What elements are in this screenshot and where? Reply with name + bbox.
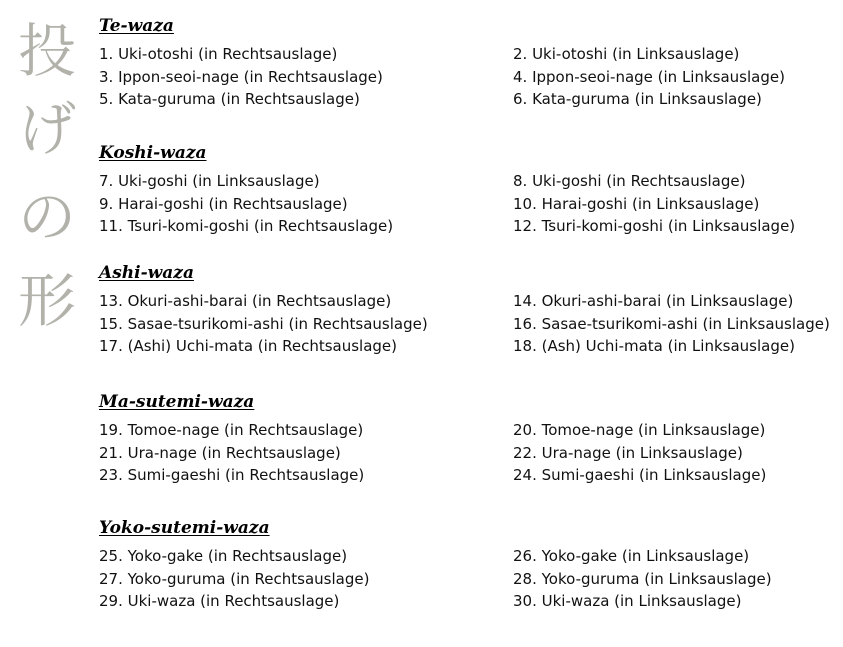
technique-item: 6. Kata-guruma (in Linksauslage): [513, 90, 762, 108]
technique-item: 1. Uki-otoshi (in Rechtsauslage): [99, 45, 338, 63]
technique-item: 26. Yoko-gake (in Linksauslage): [513, 547, 750, 565]
technique-list: [99, 419, 839, 487]
technique-list: [99, 545, 839, 613]
technique-item: 25. Yoko-gake (in Rechtsauslage): [99, 547, 348, 565]
section-koshi-waza: [99, 143, 839, 238]
technique-item: 24. Sumi-gaeshi (in Linksauslage): [513, 466, 767, 484]
technique-item: 15. Sasae-tsurikomi-ashi (in Rechtsauslage): [99, 314, 428, 333]
section-title: Yoko-sutemi-waza: [99, 518, 270, 538]
technique-item: 5. Kata-guruma (in Rechtsauslage): [99, 90, 360, 108]
section-title: Ma-sutemi-waza: [99, 392, 255, 412]
technique-item: 14. Okuri-ashi-barai (in Linksauslage): [513, 292, 794, 310]
section-title: Ashi-waza: [99, 263, 194, 283]
technique-item: 27. Yoko-guruma (in Rechtsauslage): [99, 569, 370, 588]
section-te-waza: [99, 16, 839, 111]
technique-item: 4. Ippon-seoi-nage (in Linksauslage): [513, 67, 785, 86]
section-ma-sutemi-waza: [99, 392, 839, 487]
technique-list: [99, 43, 839, 111]
section-title: Te-waza: [99, 16, 174, 36]
technique-item: 29. Uki-waza (in Rechtsauslage): [99, 592, 340, 610]
kanji-char-1: 投: [17, 17, 76, 85]
technique-list: [99, 170, 839, 238]
kanji-char-3: の: [17, 183, 76, 251]
technique-item: 9. Harai-goshi (in Rechtsauslage): [99, 194, 348, 213]
technique-item: 7. Uki-goshi (in Linksauslage): [99, 172, 320, 190]
technique-item: 13. Okuri-ashi-barai (in Rechtsauslage): [99, 292, 392, 310]
technique-item: 22. Ura-nage (in Linksauslage): [513, 443, 743, 462]
technique-item: 12. Tsuri-komi-goshi (in Linksauslage): [513, 217, 796, 235]
technique-item: 17. (Ashi) Uchi-mata (in Rechtsauslage): [99, 337, 398, 355]
technique-item: 8. Uki-goshi (in Rechtsauslage): [513, 172, 746, 190]
technique-item: 18. (Ash) Uchi-mata (in Linksauslage): [513, 337, 795, 355]
section-title: Koshi-waza: [99, 143, 207, 163]
technique-item: 20. Tomoe-nage (in Linksauslage): [513, 421, 766, 439]
technique-item: 3. Ippon-seoi-nage (in Rechtsauslage): [99, 67, 383, 86]
section-yoko-sutemi-waza: [99, 518, 839, 613]
technique-item: 10. Harai-goshi (in Linksauslage): [513, 194, 760, 213]
technique-item: 23. Sumi-gaeshi (in Rechtsauslage): [99, 466, 365, 484]
kanji-char-2: げ: [17, 95, 76, 163]
technique-item: 11. Tsuri-komi-goshi (in Rechtsauslage): [99, 217, 394, 235]
technique-item: 21. Ura-nage (in Rechtsauslage): [99, 443, 341, 462]
technique-item: 28. Yoko-guruma (in Linksauslage): [513, 569, 772, 588]
technique-item: 16. Sasae-tsurikomi-ashi (in Linksauslage): [513, 314, 830, 333]
kanji-char-4: 形: [17, 267, 76, 335]
section-ashi-waza: [99, 263, 839, 358]
technique-list: [99, 290, 839, 358]
technique-item: 2. Uki-otoshi (in Linksauslage): [513, 45, 740, 63]
technique-item: 19. Tomoe-nage (in Rechtsauslage): [99, 421, 364, 439]
technique-item: 30. Uki-waza (in Linksauslage): [513, 592, 742, 610]
